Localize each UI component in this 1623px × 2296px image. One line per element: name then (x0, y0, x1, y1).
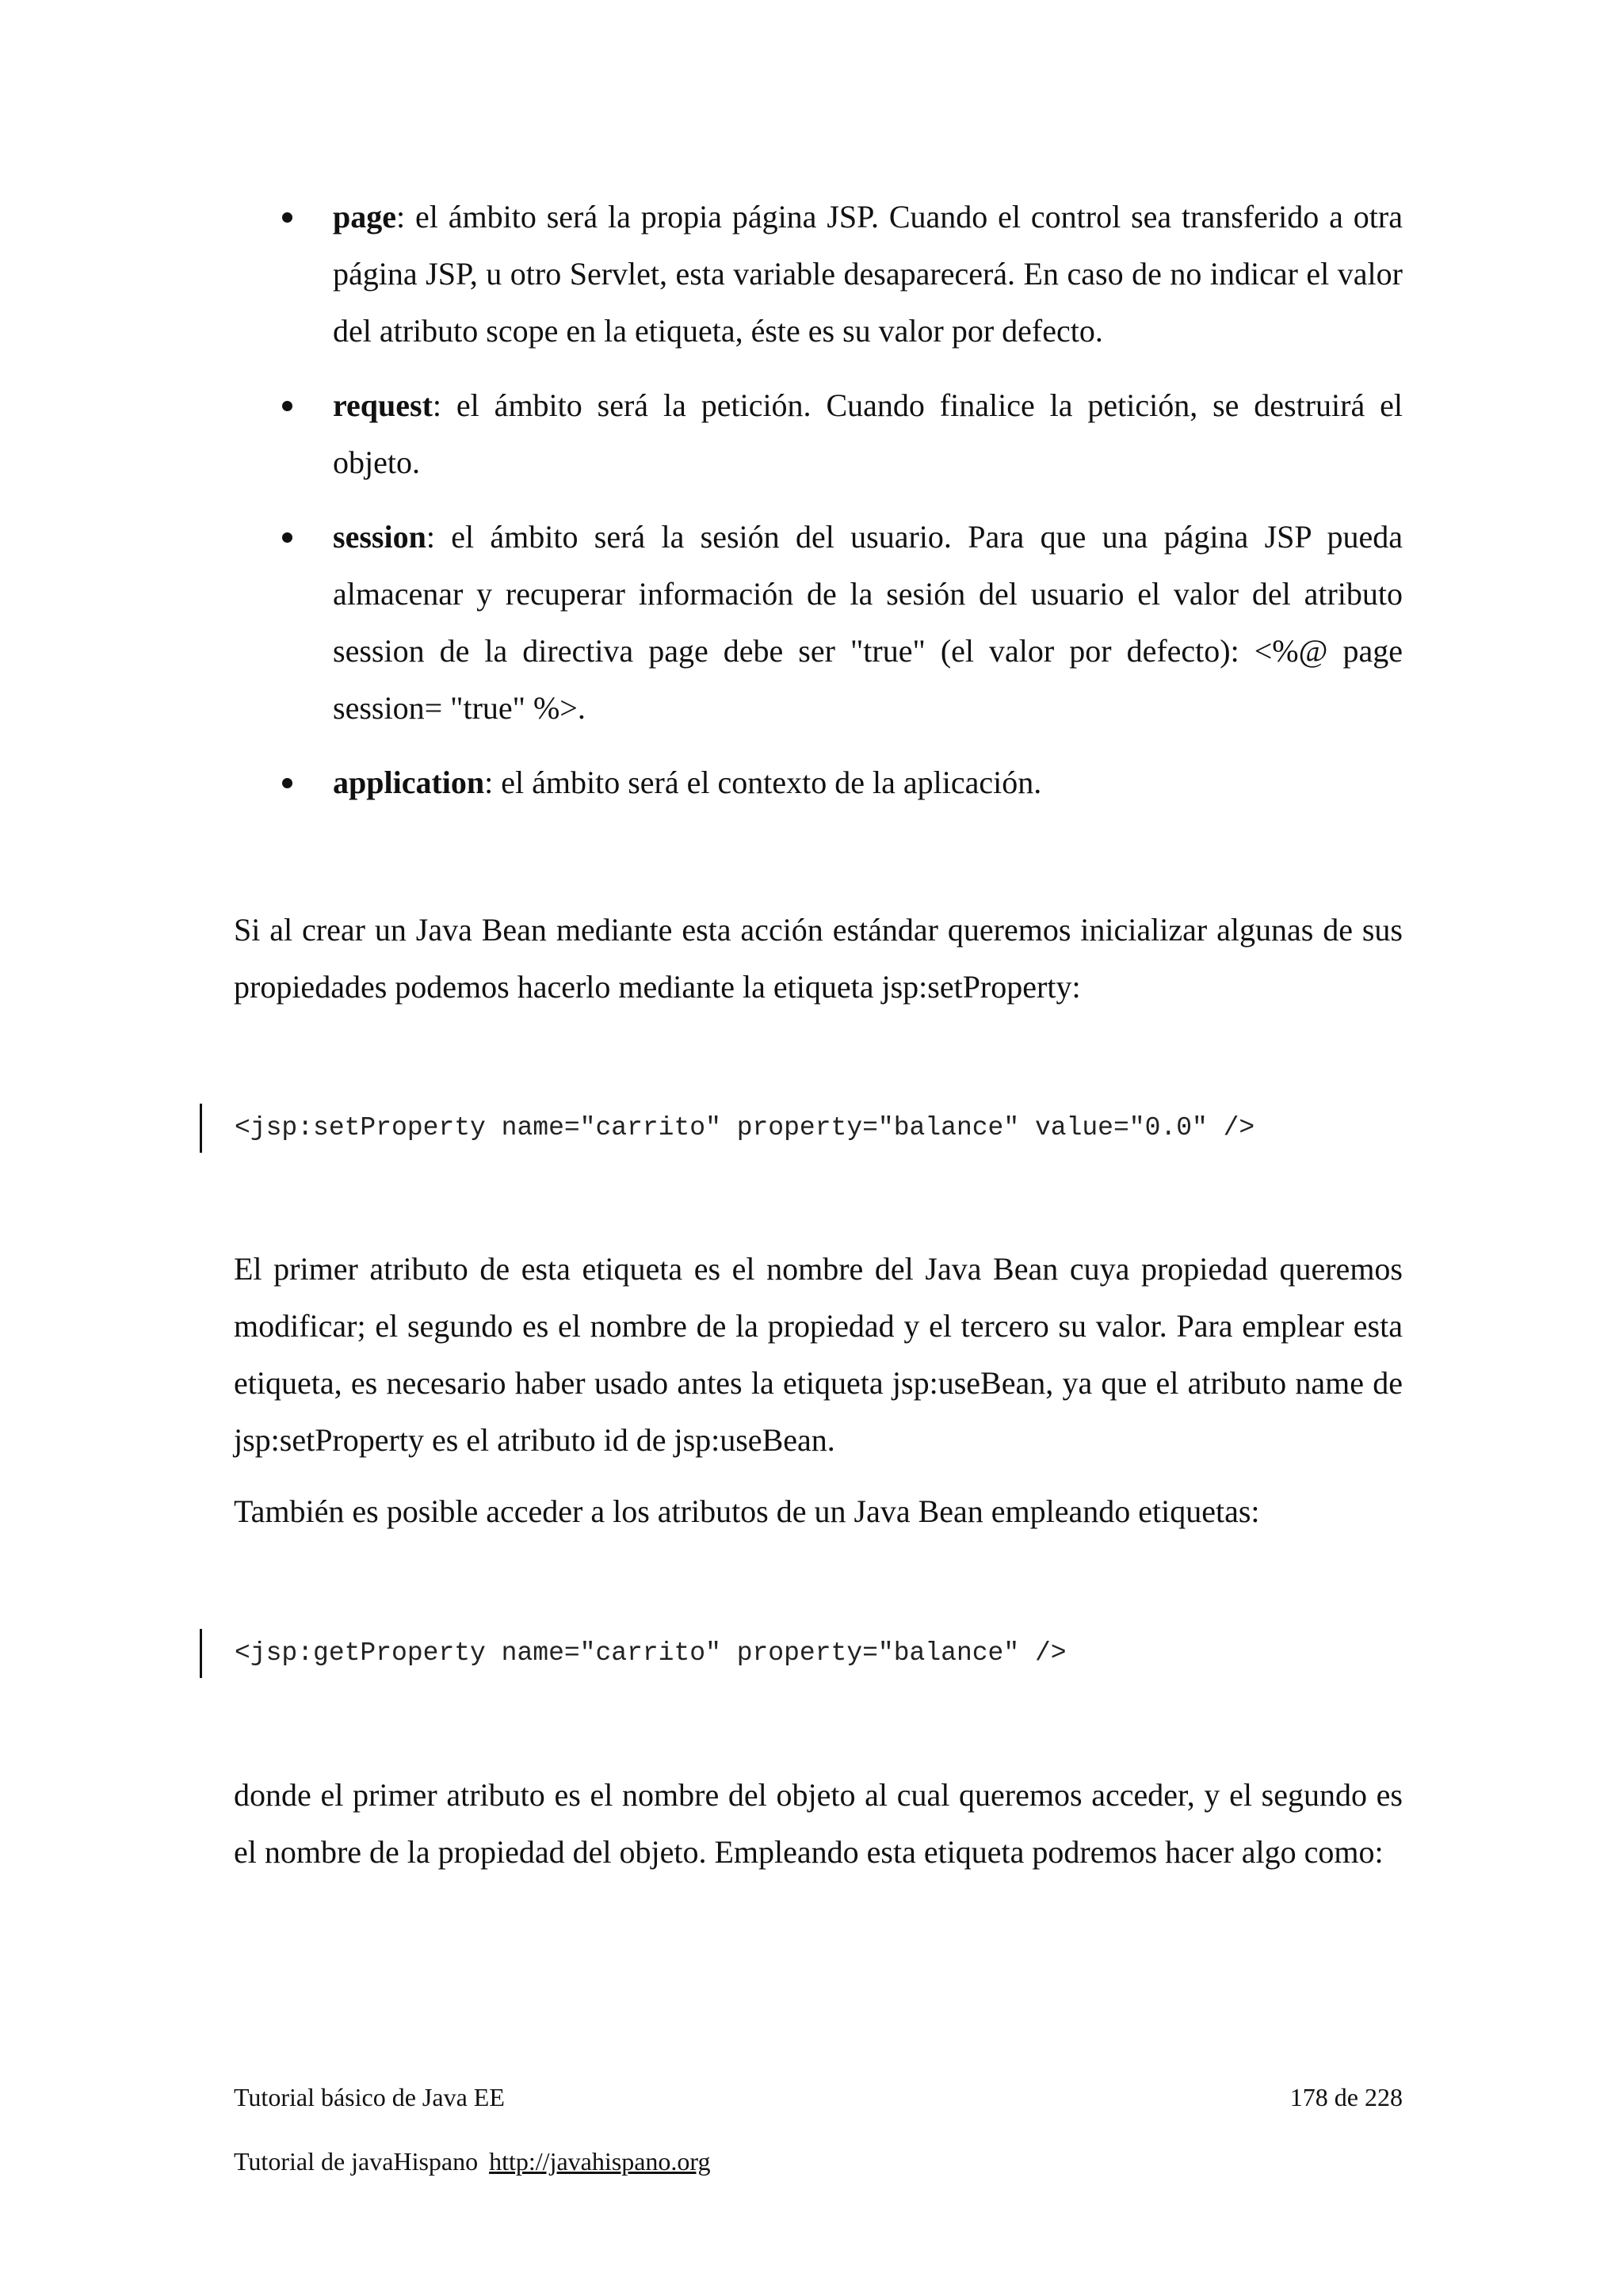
footer-book-title: Tutorial básico de Java EE (234, 2083, 505, 2111)
set-property-intro-paragraph: Si al crear un Java Bean mediante esta acción estándar queremos inicializar algunas de sus propiedades podemos hacerlo mediante la etiqueta jsp:setProperty: (234, 912, 1403, 1005)
set-property-explanation-paragraph: El primer atributo de esta etiqueta es el nombre del Java Bean cuya propiedad queremos modificar; el segundo es el nombre de la propiedad y el tercero su valor. Para emplear esta etiqueta, es necesario haber usado antes la etiqueta jsp:useBean, ya que el atributo name de jsp:setProperty es el atributo id de jsp:useBean. (234, 1251, 1403, 1458)
bullet-term: request (333, 387, 433, 423)
bullet-item-request (277, 377, 1403, 491)
bullet-item-page (277, 189, 1403, 360)
get-property-code-block: <jsp:getProperty name="carrito" property="balance" /> (200, 1629, 1423, 1678)
bullet-text: : el ámbito será el contexto de la aplicación. (484, 765, 1042, 800)
bullet-item-session (277, 509, 1403, 737)
bullet-term: page (333, 199, 396, 235)
bullet-item-application (277, 754, 1403, 811)
footer-source-label: Tutorial de javaHispano (234, 2147, 479, 2176)
bullet-term: application (333, 765, 485, 800)
footer-bottom-line (234, 2144, 1403, 2179)
bullet-text: : el ámbito será la propia página JSP. Cuando el control sea transferido a otra página JSP, u otro Servlet, esta variable desaparecerá. En caso de no indicar el valor del atributo scope en la etiqueta, éste es su valor por defecto. (333, 199, 1403, 349)
bullet-text: : el ámbito será la sesión del usuario. Para que una página JSP pueda almacenar y recuperar información de la sesión del usuario el valor del atributo session de la directiva page debe ser "true" (el valor por defecto): <%@ page session= "true" %>. (333, 519, 1403, 726)
get-property-explanation-paragraph: donde el primer atributo es el nombre del objeto al cual queremos acceder, y el segundo es el nombre de la propiedad del objeto. Empleando esta etiqueta podremos hacer algo como: (234, 1777, 1403, 1870)
footer-page-indicator: 178 de 228 (1289, 2083, 1403, 2111)
set-property-code-block: <jsp:setProperty name="carrito" property="balance" value="0.0" /> (200, 1104, 1423, 1153)
get-property-intro-paragraph: También es posible acceder a los atributos de un Java Bean empleando etiquetas: (234, 1493, 1260, 1529)
bullet-icon (282, 401, 292, 411)
bullet-icon (282, 532, 292, 543)
footer-source-link[interactable]: http://javahispano.org (489, 2147, 711, 2176)
bullet-icon (282, 778, 292, 788)
footer-top-line (234, 2080, 1403, 2115)
bullet-term: session (333, 519, 426, 555)
bullet-icon (282, 212, 292, 223)
bullet-text: : el ámbito será la petición. Cuando finalice la petición, se destruirá el objeto. (333, 387, 1403, 480)
scope-bullet-list (277, 189, 1403, 829)
